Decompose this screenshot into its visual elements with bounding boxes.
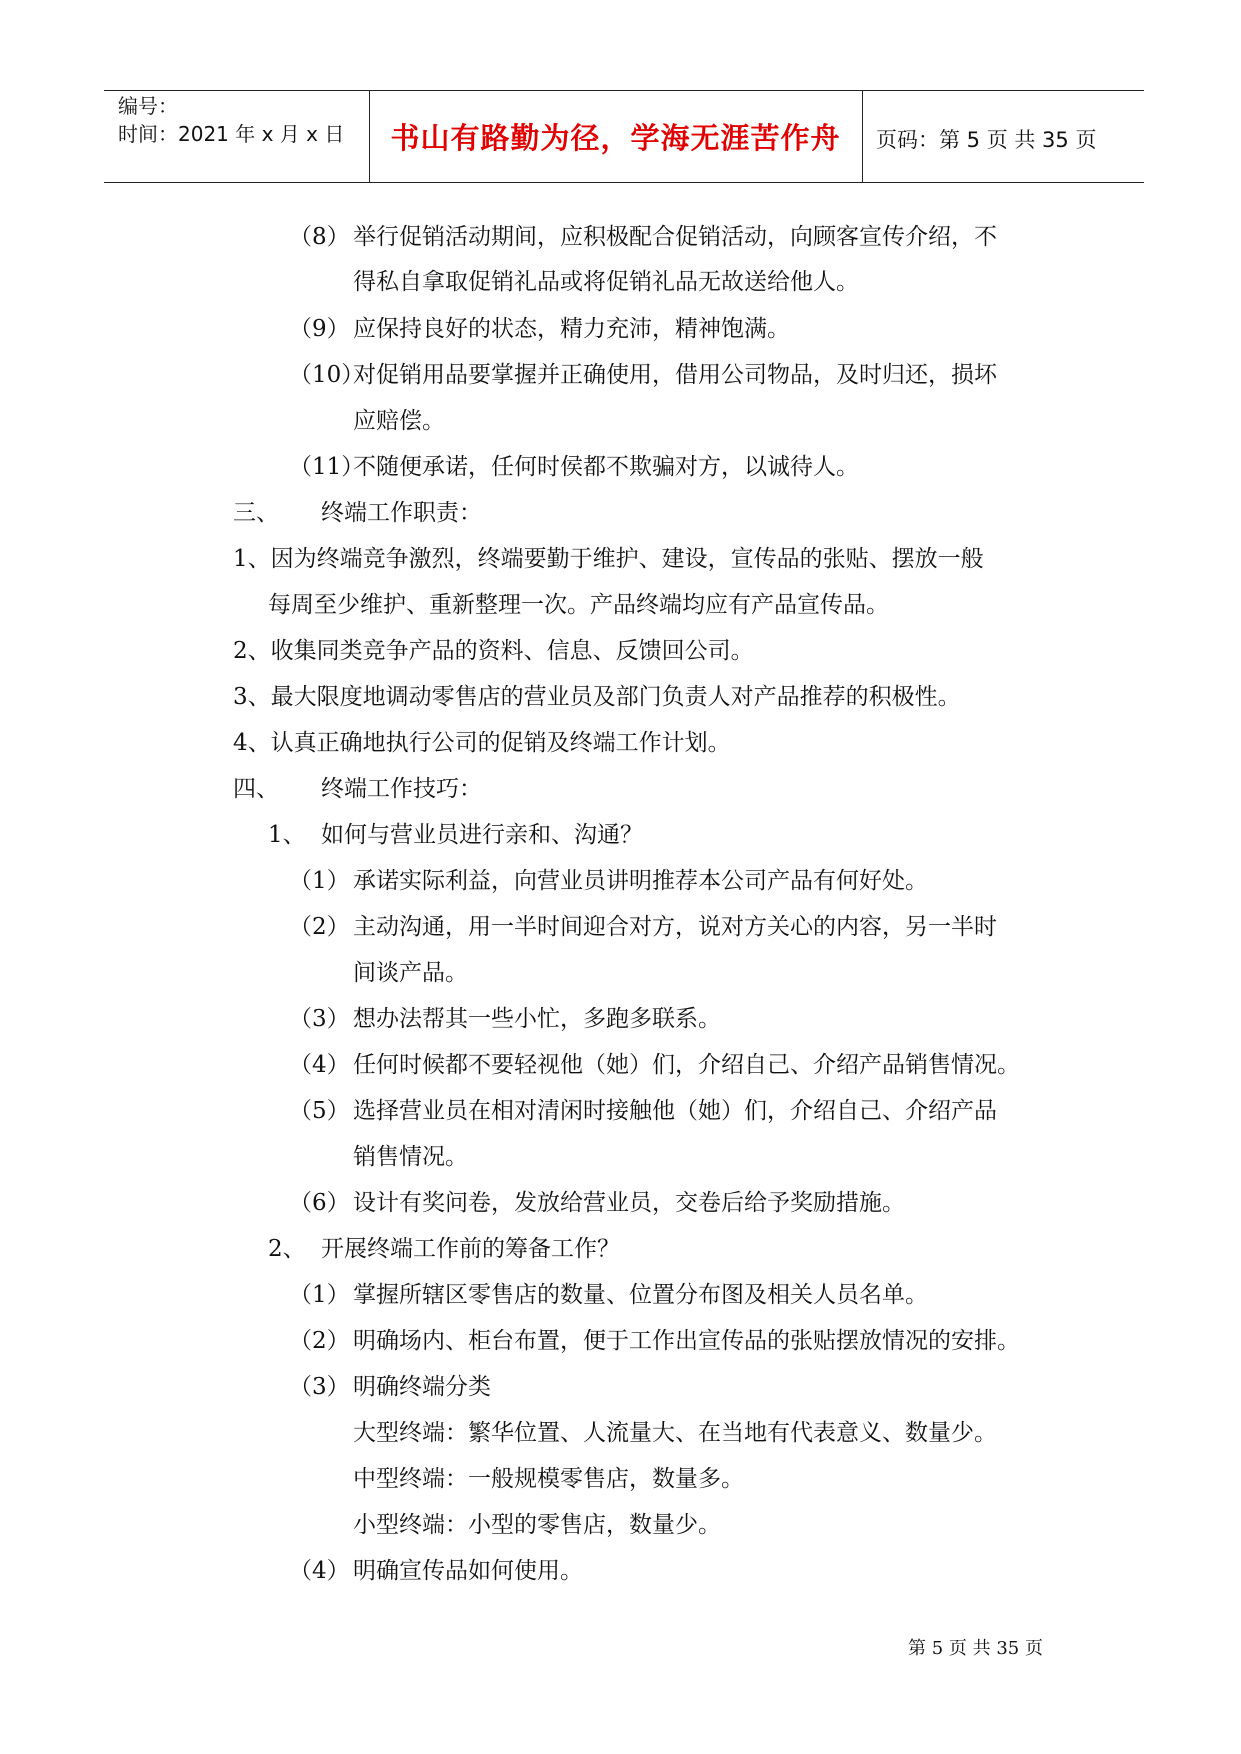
header-divider-right	[862, 90, 863, 182]
s2-item-2-line-1: 明确场内、柜台布置，便于工作出宣传品的张贴摆放情况的安排。	[353, 1328, 1020, 1354]
item-10-line-2: 应赔偿。	[353, 408, 445, 434]
s1-item-2-line-2: 间谈产品。	[353, 960, 468, 986]
s2-item-1-mark: （1）	[289, 1282, 350, 1308]
header-meta	[118, 92, 344, 148]
s1-item-1-mark: （1）	[289, 868, 350, 894]
subsection-2-title: 开展终端工作前的筹备工作？	[321, 1236, 620, 1262]
s2-item-2-mark: （2）	[289, 1328, 350, 1354]
item-10-line-1: 对促销用品要掌握并正确使用，借用公司物品，及时归还，损坏	[353, 362, 997, 388]
header-bottom-rule	[104, 182, 1144, 183]
section-4-title: 终端工作技巧：	[321, 776, 482, 802]
item-9-mark: （9）	[289, 316, 350, 342]
section-3-title: 终端工作职责：	[321, 500, 482, 526]
serial-label: 编号：	[118, 94, 178, 118]
s1-item-5-line-1: 选择营业员在相对清闲时接触他（她）们，介绍自己、介绍产品	[353, 1098, 997, 1124]
subsection-2-mark: 2、	[268, 1236, 306, 1262]
terminal-type-small: 小型终端：小型的零售店，数量少。	[353, 1512, 721, 1538]
item-8-line-2: 得私自拿取促销礼品或将促销礼品无故送给他人。	[353, 269, 859, 295]
s1-item-4-line-1: 任何时候都不要轻视他（她）们，介绍自己、介绍产品销售情况。	[353, 1052, 1020, 1078]
s1-item-4-mark: （4）	[289, 1052, 350, 1078]
section-3-point-3: 3、最大限度地调动零售店的营业员及部门负责人对产品推荐的积极性。	[233, 684, 961, 710]
item-10-mark: （10）	[289, 362, 365, 388]
header-motto: 书山有路勤为径，学海无涯苦作舟	[390, 121, 841, 155]
subsection-1-mark: 1、	[268, 822, 306, 848]
page-footer: 第 5 页 共 35 页	[908, 1638, 1043, 1659]
terminal-type-large: 大型终端：繁华位置、人流量大、在当地有代表意义、数量少。	[353, 1420, 997, 1446]
s2-item-4-mark: （4）	[289, 1558, 350, 1584]
s2-item-1-line-1: 掌握所辖区零售店的数量、位置分布图及相关人员名单。	[353, 1282, 928, 1308]
section-3-point-1-line-1: 1、因为终端竞争激烈，终端要勤于维护、建设，宣传品的张贴、摆放一般	[233, 546, 984, 572]
header-top-rule	[104, 90, 1144, 91]
s2-item-3-line-1: 明确终端分类	[353, 1374, 491, 1400]
item-8-line-1: 举行促销活动期间，应积极配合促销活动，向顾客宣传介绍，不	[353, 224, 997, 250]
s1-item-5-line-2: 销售情况。	[353, 1144, 468, 1170]
section-3-point-4: 4、认真正确地执行公司的促销及终端工作计划。	[233, 730, 731, 756]
header-page-label: 页码：第 5 页 共 35 页	[876, 128, 1097, 152]
s2-item-4-line-1: 明确宣传品如何使用。	[353, 1558, 583, 1584]
s1-item-2-line-1: 主动沟通，用一半时间迎合对方，说对方关心的内容，另一半时	[353, 914, 997, 940]
s1-item-2-mark: （2）	[289, 914, 350, 940]
item-11-line-1: 不随便承诺，任何时侯都不欺骗对方，以诚待人。	[353, 454, 859, 480]
s1-item-3-mark: （3）	[289, 1006, 350, 1032]
section-4-mark: 四、	[233, 776, 279, 802]
s1-item-6-line-1: 设计有奖问卷，发放给营业员，交卷后给予奖励措施。	[353, 1190, 905, 1216]
s1-item-3-line-1: 想办法帮其一些小忙，多跑多联系。	[353, 1006, 721, 1032]
s1-item-1-line-1: 承诺实际利益，向营业员讲明推荐本公司产品有何好处。	[353, 868, 928, 894]
section-3-point-2: 2、收集同类竞争产品的资料、信息、反馈回公司。	[233, 638, 754, 664]
s1-item-6-mark: （6）	[289, 1190, 350, 1216]
subsection-1-title: 如何与营业员进行亲和、沟通？	[321, 822, 643, 848]
section-3-mark: 三、	[233, 500, 279, 526]
item-11-mark: （11）	[289, 454, 365, 480]
time-label: 时间：2021 年 x 月 x 日	[118, 122, 345, 146]
s1-item-5-mark: （5）	[289, 1098, 350, 1124]
item-9-line-1: 应保持良好的状态，精力充沛，精神饱满。	[353, 316, 790, 342]
s2-item-3-mark: （3）	[289, 1374, 350, 1400]
item-8-mark: （8）	[289, 224, 350, 250]
terminal-type-medium: 中型终端：一般规模零售店，数量多。	[353, 1466, 744, 1492]
section-3-point-1-line-2: 每周至少维护、重新整理一次。产品终端均应有产品宣传品。	[268, 592, 889, 618]
